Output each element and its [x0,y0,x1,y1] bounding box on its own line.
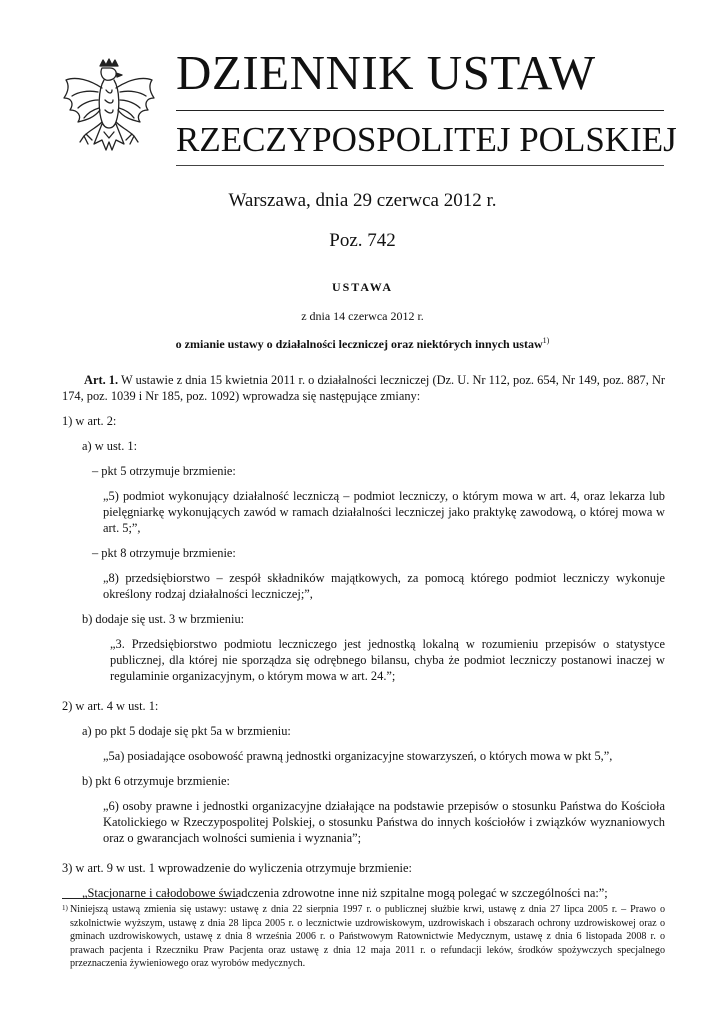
footnote-mark: 1) [62,904,68,912]
quote-pkt8: „8) przedsiębiorstwo – zespół składników majątkowych, za pomocą którego podmiot leczniczy wykonuje określony rodzaj działalności leczniczej;”, [103,571,665,601]
masthead-subtitle: RZECZYPOSPOLITEJ POLSKIEJ [176,120,677,159]
quote-art9: „Stacjonarne i całodobowe świadczenia zdrowotne inne niż szpitalne mogą polegać w szczególności na:”; [82,886,608,900]
issue-date: Warszawa, dnia 29 czerwca 2012 r. [228,190,497,211]
polish-eagle-emblem-icon [60,58,158,166]
footnote [62,903,665,971]
point-2b: b) pkt 6 otrzymuje brzmienie: [82,774,230,788]
point-1a: a) w ust. 1: [82,439,138,453]
article-label: Art. 1. [84,373,119,387]
point-2: 2) w art. 4 w ust. 1: [62,699,159,713]
point-1a-pkt5: – pkt 5 otrzymuje brzmienie: [92,464,236,478]
quote-pkt5: „5) podmiot wykonujący działalność leczniczą – podmiot leczniczy, o którym mowa w art. 4, oraz lekarza lub pielęgniarkę wykonujących zawód w ramach działalności leczniczej jako praktykę zawodową, o której mowa w art. 5;”, [103,489,665,535]
footnote-rule [62,898,238,899]
footnote-ref: 1) [542,336,550,345]
masthead-title: DZIENNIK USTAW [176,45,596,100]
quote-ust3: „3. Przedsiębiorstwo podmiotu leczniczego jest jednostką lokalną w rozumieniu przepisów o statystyce publicznej, dla której nie sporządza się odrębnego bilansu, chyba że podmiot leczniczy postanowi inaczej w regulaminie organizacyjnym, o którym mowa w art. 24.”; [110,637,665,683]
position-number: Poz. 742 [329,230,396,251]
quote-pkt6: „6) osoby prawne i jednostki organizacyjne działające na podstawie przepisów o stosunku Państwa do Kościoła Katolickiego w Rzeczypospolitej Polskiej, o stosunku Państwa do innych kościołów i związków wyznaniowych oraz o gwarancjach wolności sumienia i wyznania”; [103,799,665,845]
masthead-rule [176,110,664,111]
article-1 [62,372,665,404]
point-3: 3) w art. 9 w ust. 1 wprowadzenie do wyliczenia otrzymuje brzmienie: [62,861,412,875]
footnote-text: Niniejszą ustawą zmienia się ustawy: ustawę z dnia 22 sierpnia 1997 r. o publicznej służbie krwi, ustawę z dnia 27 lipca 2005 r. – Prawo o szkolnictwie wyższym, ustawę z dnia 28 lipca 2005 r. o lecznictwie uzdrowiskowym, uzdrowiskach i obszarach ochrony uzdrowiskowej oraz o gminach uzdrowiskowych, ustawę z dnia 8 września 2006 r. o Państwowym Ratownictwie Medycznym, ustawę z dnia 6 listopada 2008 r. o prawach pacjenta i Rzeczniku Praw Pacjenta oraz ustawę z dnia 12 maja 2011 r. o refundacji leków, środków spożywczych specjalnego przeznaczenia żywieniowego oraz wyrobów medycznych. [70,904,665,970]
act-title [0,336,725,352]
document-body [62,372,665,901]
article-text: W ustawie z dnia 15 kwietnia 2011 r. o działalności leczniczej (Dz. U. Nr 112, poz. 654, Nr 149, poz. 887, Nr 174, poz. 1039 i Nr 185, poz. 1092) wprowadza się następujące zmiany: [62,373,666,403]
point-1: 1) w art. 2: [62,414,117,428]
act-type: USTAWA [331,280,394,294]
point-1b: b) dodaje się ust. 3 w brzmieniu: [82,612,245,626]
masthead-rule-bottom [176,165,664,166]
act-date: z dnia 14 czerwca 2012 r. [301,309,424,323]
act-title-text: o zmianie ustawy o działalności leczniczej oraz niektórych innych ustaw [175,337,543,351]
point-2a: a) po pkt 5 dodaje się pkt 5a w brzmieniu: [82,724,291,738]
point-1a-pkt8: – pkt 8 otrzymuje brzmienie: [92,546,236,560]
quote-pkt5a: „5a) posiadające osobowość prawną jednostki organizacyjne stowarzyszeń, o których mowa w pkt 5,”, [103,749,613,763]
